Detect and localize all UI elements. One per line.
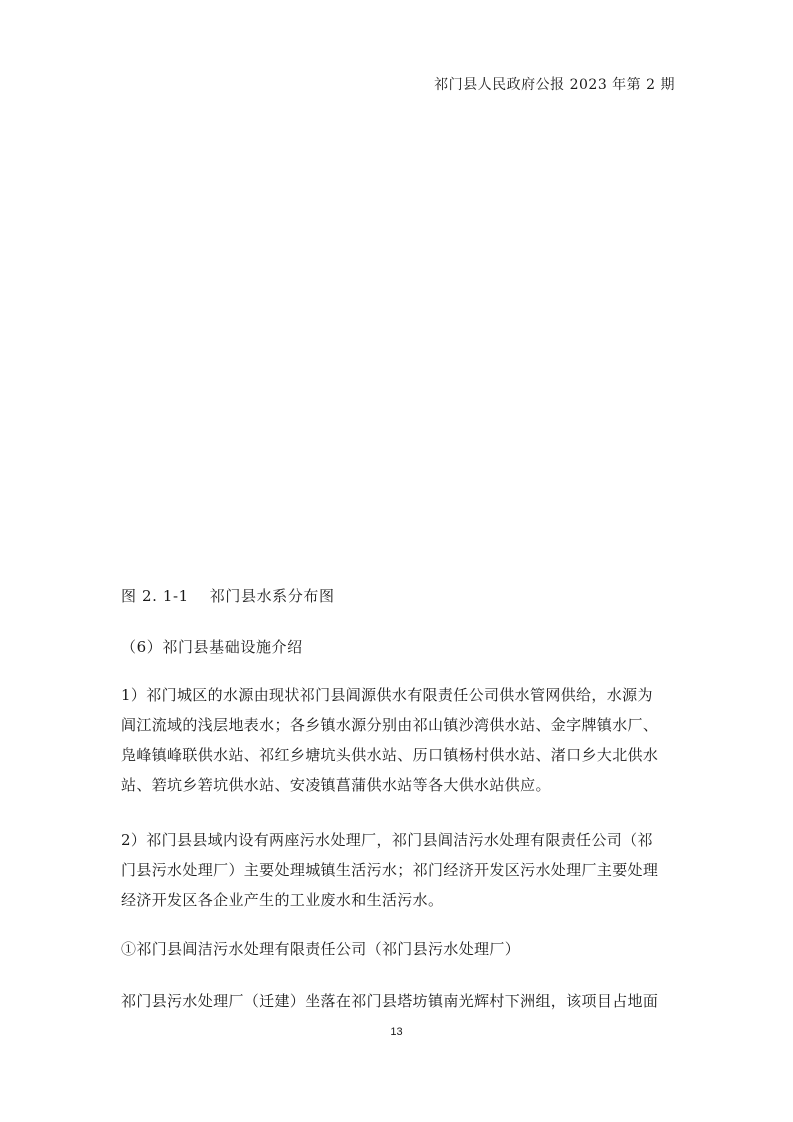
paragraph-water-supply	[121, 680, 673, 800]
paragraph-line: 祁门县污水处理厂（迁建）坐落在祁门县塔坊镇南光辉村下洲组，该项目占地面	[121, 992, 659, 1010]
figure-caption: 图 2. 1-1 祁门县水系分布图	[121, 587, 335, 605]
paragraph-line: 凫峰镇峰联供水站、祁红乡塘坑头供水站、历口镇杨村供水站、渚口乡大北供水	[121, 746, 659, 764]
paragraph-line: 阊江流域的浅层地表水；各乡镇水源分别由祁山镇沙湾供水站、金字牌镇水厂、	[121, 716, 659, 734]
paragraph-line: 1）祁门城区的水源由现状祁门县阊源供水有限责任公司供水管网供给，水源为	[121, 686, 653, 704]
paragraph-line: 站、箬坑乡箬坑供水站、安凌镇菖蒲供水站等各大供水站供应。	[121, 776, 551, 794]
paragraph-sewage-plants	[121, 825, 673, 915]
paragraph-subheading	[121, 934, 673, 964]
paragraph-line: 2）祁门县县域内设有两座污水处理厂，祁门县阊洁污水处理有限责任公司（祁	[121, 831, 653, 849]
figure-image-area	[121, 110, 672, 570]
paragraph-line: 门县污水处理厂）主要处理城镇生活污水；祁门经济开发区污水处理厂主要处理	[121, 861, 659, 879]
page-number: 13	[390, 1026, 403, 1038]
paragraph-line: ①祁门县阊洁污水处理有限责任公司（祁门县污水处理厂）	[121, 940, 521, 958]
section-heading: （6）祁门县基础设施介绍	[121, 638, 303, 656]
paragraph-line: 经济开发区各企业产生的工业废水和生活污水。	[121, 891, 444, 909]
paragraph-plant-location	[121, 986, 673, 1016]
publication-header: 祁门县人民政府公报 2023 年第 2 期	[434, 77, 675, 93]
